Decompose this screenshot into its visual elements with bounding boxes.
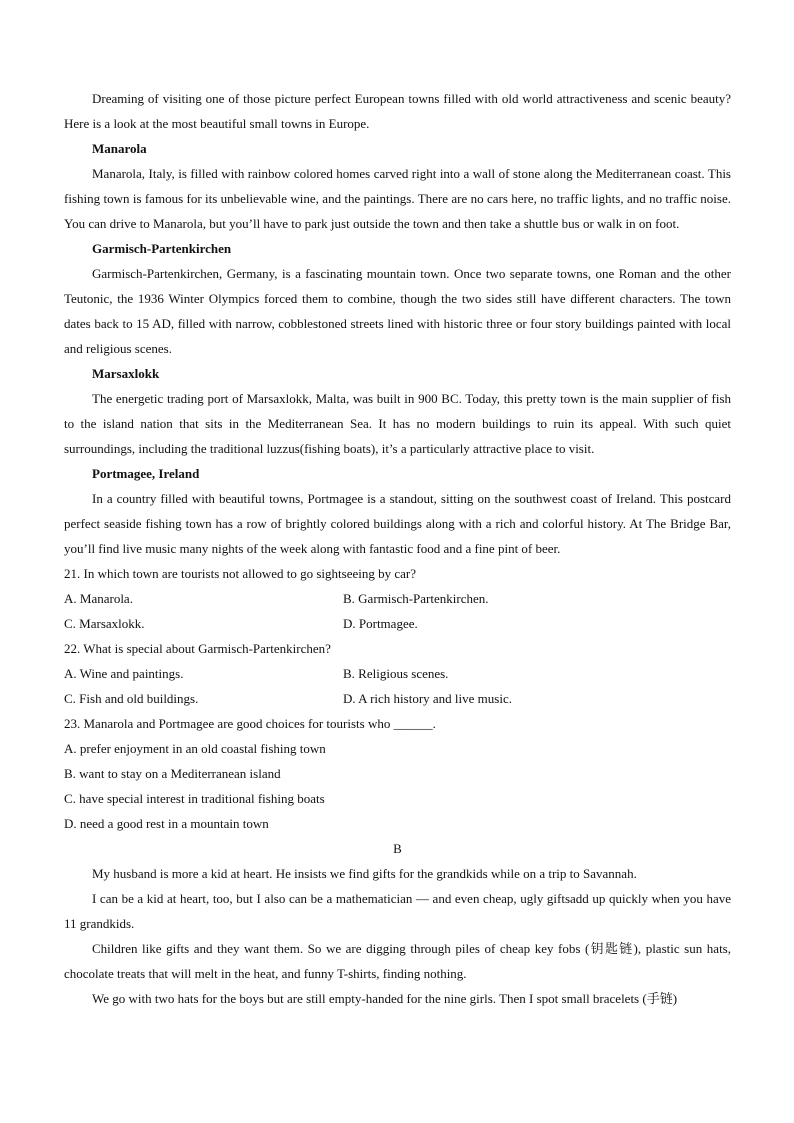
document-page bbox=[64, 86, 731, 1011]
section-text-manarola: Manarola, Italy, is filled with rainbow colored homes carved right into a wall of stone along the Mediterranean coast. This fishing town is famous for its unbelievable wine, and the paintings. There are no cars here, no traffic lights, and no traffic noise. You can drive to Manarola, but you’ll have to park just outside the town and then take a shuttle bus or walk in on foot. bbox=[64, 166, 731, 231]
question-23-option-c: C. have special interest in traditional fishing boats bbox=[64, 791, 325, 806]
question-21-option-d: D. Portmagee. bbox=[343, 616, 418, 631]
passage-b-label: B bbox=[393, 841, 402, 856]
section-heading-manarola: Manarola bbox=[92, 141, 147, 156]
question-22-option-a: A. Wine and paintings. bbox=[64, 666, 184, 681]
section-text-garmisch: Garmisch-Partenkirchen, Germany, is a fascinating mountain town. Once two separate towns, one Roman and the other Teutonic, the 1936 Winter Olympics forced them to combine, though the two sides still have different characters. The town dates back to 15 AD, filled with narrow, cobblestoned streets lined with historic three or four story buildings painted with local and religious scenes. bbox=[64, 266, 731, 356]
section-text-marsaxlokk: The energetic trading port of Marsaxlokk, Malta, was built in 900 BC. Today, this pretty town is the main supplier of fish to the island nation that sits in the Mediterranean Sea. It has no modern buildings to ruin its appeal. With such quiet surroundings, including the traditional luzzus(fishing boats), it’s a particularly attractive place to visit. bbox=[64, 391, 731, 456]
question-23-option-d: D. need a good rest in a mountain town bbox=[64, 816, 269, 831]
question-21-option-b: B. Garmisch-Partenkirchen. bbox=[343, 591, 489, 606]
question-22-options-row-1 bbox=[64, 661, 731, 686]
question-22-option-d: D. A rich history and live music. bbox=[343, 691, 512, 706]
question-21-option-c: C. Marsaxlokk. bbox=[64, 616, 145, 631]
passage-b-paragraph: My husband is more a kid at heart. He insists we find gifts for the grandkids while on a trip to Savannah. bbox=[92, 866, 637, 881]
question-21-options-row-2 bbox=[64, 611, 731, 636]
section-heading-portmagee: Portmagee, Ireland bbox=[92, 466, 200, 481]
question-21-option-a: A. Manarola. bbox=[64, 591, 133, 606]
question-23-option-a: A. prefer enjoyment in an old coastal fishing town bbox=[64, 741, 326, 756]
passage-a-intro: Dreaming of visiting one of those picture perfect European towns filled with old world attractiveness and scenic beauty? Here is a look at the most beautiful small towns in Europe. bbox=[64, 91, 731, 131]
question-23-stem: 23. Manarola and Portmagee are good choices for tourists who ______. bbox=[64, 716, 436, 731]
section-heading-marsaxlokk: Marsaxlokk bbox=[92, 366, 160, 381]
question-22-options-row-2 bbox=[64, 686, 731, 711]
question-22-stem: 22. What is special about Garmisch-Partenkirchen? bbox=[64, 641, 331, 656]
question-21-stem: 21. In which town are tourists not allowed to go sightseeing by car? bbox=[64, 566, 417, 581]
question-22-option-b: B. Religious scenes. bbox=[343, 666, 449, 681]
question-21-options-row-1 bbox=[64, 586, 731, 611]
question-22-option-c: C. Fish and old buildings. bbox=[64, 691, 199, 706]
section-text-portmagee: In a country filled with beautiful towns, Portmagee is a standout, sitting on the southwest coast of Ireland. This postcard perfect seaside fishing town has a row of brightly colored buildings along with a rich and colorful history. At The Bridge Bar, you’ll find live music many nights of the week along with fantastic food and a fine pint of beer. bbox=[64, 491, 731, 556]
passage-b-paragraph: I can be a kid at heart, too, but I also can be a mathematician — and even cheap, ugly giftsadd up quickly when you have 11 grandkids. bbox=[64, 891, 731, 931]
question-23-option-b: B. want to stay on a Mediterranean island bbox=[64, 766, 281, 781]
passage-b-paragraph: We go with two hats for the boys but are still empty-handed for the nine girls. Then I spot small bracelets (手链) bbox=[92, 991, 678, 1006]
passage-b-paragraph: Children like gifts and they want them. So we are digging through piles of cheap key fobs (钥匙链), plastic sun hats, chocolate treats that will melt in the heat, and funny T-shirts, finding nothing. bbox=[64, 941, 731, 981]
section-heading-garmisch: Garmisch-Partenkirchen bbox=[92, 241, 232, 256]
